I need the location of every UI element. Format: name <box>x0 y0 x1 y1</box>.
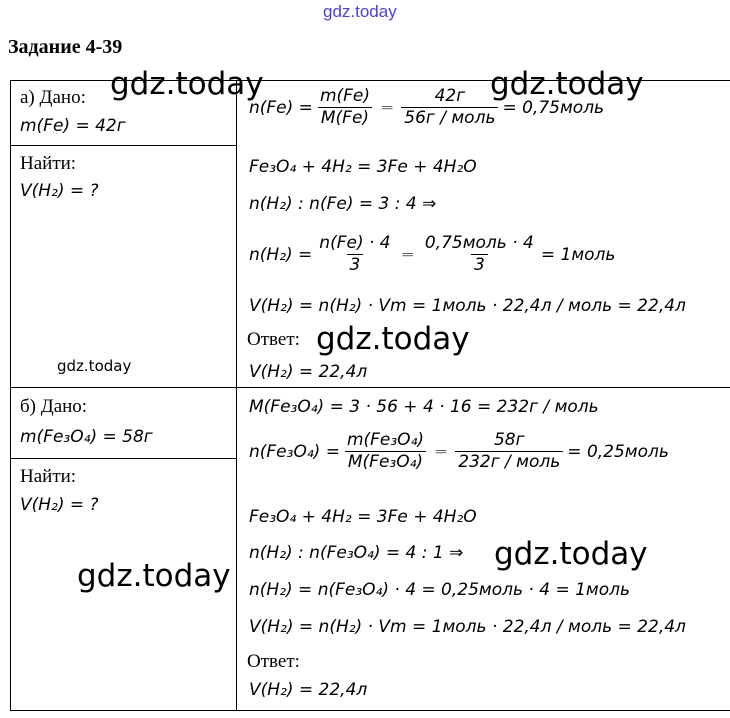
part-divider <box>10 387 730 388</box>
fraction-a-1 <box>317 86 373 129</box>
fraction-a-3 <box>316 233 393 276</box>
answer-value-b: V(H₂) = 22,4л <box>249 680 368 700</box>
mole-ratio-b: n(H₂) : n(Fe₃O₄) = 4 : 1 ⇒ <box>249 543 464 563</box>
fraction-a-4-denominator: 3 <box>471 254 488 276</box>
watermark-3: gdz.today <box>316 321 470 357</box>
fraction-a-2-numerator: 42г <box>434 86 466 106</box>
reaction-equation-a: Fe₃O₄ + 4H₂ = 3Fe + 4H₂O <box>249 157 477 177</box>
fraction-b-1-denominator: M(Fe₃O₄) <box>345 451 426 473</box>
given-find-divider-b <box>10 458 236 459</box>
watermark-1: gdz.today <box>110 66 264 102</box>
answer-value-a: V(H₂) = 22,4л <box>249 362 368 382</box>
formula-b-amount-oxide-result: = 0,25моль <box>567 441 669 462</box>
fraction-b-2-denominator: 232г / моль <box>455 451 563 473</box>
formula-a-amount-h2-lhs: n(H₂) = <box>249 244 313 265</box>
watermark-small: gdz.today <box>57 357 132 375</box>
watermark-2: gdz.today <box>490 66 644 102</box>
given-value-a: m(Fe) = 42г <box>20 116 126 136</box>
fraction-a-4-numerator: 0,75моль · 4 <box>424 233 534 253</box>
watermark-5: gdz.today <box>77 558 231 594</box>
formula-a-amount-fe: n(Fe) = $\frac{m(Fe)}{M(Fe)}$ = $\frac{42г}{\text{56г / моль}}$ = 0,75моль <box>249 86 605 128</box>
formula-b-amount-oxide: n(Fe₃O₄) = $\frac{\text{m(Fe₃O₄)}}{\text{M(Fe₃O₄)}}$ = $\frac{58г}{\text{232г / моль}}$ = 0,25моль <box>249 430 669 472</box>
fraction-b-1-numerator: m(Fe₃O₄) <box>346 430 425 450</box>
given-value-b: m(Fe₃O₄) = 58г <box>20 427 153 447</box>
find-value-b: V(H₂) = ? <box>20 495 99 515</box>
table-bottom-border <box>10 710 730 711</box>
formula-b-amount-oxide-lhs: n(Fe₃O₄) = <box>249 441 340 462</box>
fraction-b-2-numerator: 58г <box>493 430 525 450</box>
fraction-a-1-numerator: m(Fe) <box>319 86 370 106</box>
column-divider <box>236 80 237 710</box>
formula-a-amount-h2-result: = 1моль <box>540 244 616 265</box>
formula-a-amount-fe-result: = 0,75моль <box>502 97 605 118</box>
find-label-b: Найти: <box>20 466 77 487</box>
amount-h2-b: n(H₂) = n(Fe₃O₄) · 4 = 0,25моль · 4 = 1моль <box>249 580 631 600</box>
watermark-top: gdz.today <box>323 2 397 21</box>
given-label-a: а) Дано: <box>20 87 86 108</box>
volume-formula-a: V(H₂) = n(H₂) · Vm = 1моль · 22,4л / моль = 22,4л <box>249 296 686 316</box>
fraction-b-1 <box>344 430 427 473</box>
formula-a-amount-h2: n(H₂) = $\frac{n(Fe) \cdot 4}{3}$ = $\frac{\text{0,75моль · 4}}{3}$ = 1моль <box>249 233 616 275</box>
reaction-equation-b: Fe₃O₄ + 4H₂ = 3Fe + 4H₂O <box>249 507 477 527</box>
watermark-4: gdz.today <box>494 536 648 572</box>
molar-mass-b: M(Fe₃O₄) = 3 · 56 + 4 · 16 = 232г / моль <box>249 397 599 417</box>
fraction-a-2-denominator: 56г / моль <box>401 107 498 129</box>
fraction-a-3-numerator: n(Fe) · 4 <box>319 233 391 253</box>
find-label-a: Найти: <box>20 153 77 174</box>
mole-ratio-a: n(H₂) : n(Fe) = 3 : 4 ⇒ <box>249 194 437 214</box>
fraction-a-2 <box>401 86 498 129</box>
given-find-divider-a <box>10 145 236 146</box>
given-label-b: б) Дано: <box>20 396 88 417</box>
task-title: Задание 4-39 <box>8 36 123 58</box>
answer-label-b: Ответ: <box>247 651 300 672</box>
fraction-b-2 <box>455 430 563 473</box>
fraction-a-4 <box>422 233 537 276</box>
formula-a-amount-fe-lhs: n(Fe) = <box>249 97 313 118</box>
fraction-a-1-denominator: M(Fe) <box>318 107 372 129</box>
find-value-a: V(H₂) = ? <box>20 181 99 201</box>
answer-label-a: Ответ: <box>247 329 300 350</box>
volume-formula-b: V(H₂) = n(H₂) · Vm = 1моль · 22,4л / моль = 22,4л <box>249 617 686 637</box>
table-left-border <box>10 80 11 710</box>
fraction-a-3-denominator: 3 <box>347 254 364 276</box>
